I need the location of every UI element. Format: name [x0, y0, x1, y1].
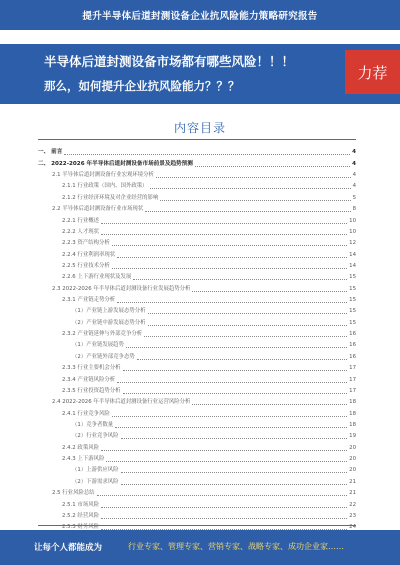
toc-entry-text: 2.1.2 行业经济环境及对企业经营的影响	[62, 194, 159, 201]
toc-entry[interactable]	[38, 215, 356, 226]
toc-entry[interactable]	[38, 317, 356, 328]
toc-entry-text: 2.2.1 行业概述	[62, 217, 99, 224]
toc-entry-page: 10	[349, 217, 356, 224]
toc-entry-page: 20	[349, 467, 356, 474]
recommend-badge: 力荐	[345, 50, 400, 94]
toc-entry-text: （2）产业链外部竞争态势	[72, 353, 135, 360]
toc-entry-text: 2.5.3 财务风险	[62, 524, 99, 531]
toc-leader-dots	[150, 188, 351, 189]
toc-entry-text: （2）行业竞争风险	[72, 433, 119, 440]
footer-bar	[0, 530, 400, 565]
toc-leader-dots	[121, 484, 348, 485]
toc-leader-dots	[195, 166, 350, 167]
toc-entry-page: 10	[349, 228, 356, 235]
toc-leader-dots	[148, 313, 348, 314]
toc-leader-dots	[112, 268, 347, 269]
toc-leader-dots	[112, 416, 347, 417]
toc-entry-text: （1）产业链发展趋势	[72, 342, 124, 349]
toc-entry-page: 18	[349, 399, 356, 406]
toc-leader-dots	[133, 279, 347, 280]
toc-leader-dots	[101, 450, 347, 451]
toc-entry[interactable]	[38, 351, 356, 362]
toc-entry[interactable]	[38, 442, 356, 453]
toc-leader-dots	[145, 211, 350, 212]
toc-leader-dots	[106, 461, 347, 462]
toc-leader-dots	[126, 347, 347, 348]
toc-entry-text: 2.4.1 行业竞争风险	[62, 410, 110, 417]
toc-entry-text: 2.3.4 产业链风险分析	[62, 376, 116, 383]
toc-entry-text: 2.1.1 行业政策（国内、国外政策）	[62, 183, 148, 190]
toc-leader-dots	[101, 223, 347, 224]
toc-entry-page: 16	[349, 342, 356, 349]
toc-entry[interactable]	[38, 420, 356, 431]
report-title: 提升半导体后道封测设备企业抗风险能力策略研究报告	[82, 11, 318, 22]
toc-leader-dots	[192, 404, 347, 405]
toc-entry-page: 18	[349, 421, 356, 428]
toc-entry[interactable]	[38, 465, 356, 476]
toc-entry[interactable]	[38, 261, 356, 272]
toc-entry-text: 2.2.6 上下游行业现状及发展	[62, 274, 132, 281]
toc-entry-text: 2.4.3 上下游风险	[62, 456, 105, 463]
toc-entry[interactable]	[38, 476, 356, 487]
table-of-contents	[38, 147, 356, 545]
toc-entry[interactable]	[38, 340, 356, 351]
toc-entry-text: 2.3.2 产业链延伸与外部竞争分析	[62, 331, 143, 338]
toc-entry[interactable]	[38, 295, 356, 306]
toc-entry[interactable]	[38, 204, 356, 215]
toc-leader-dots	[160, 200, 350, 201]
toc-entry-page: 15	[349, 308, 356, 315]
toc-entry-text: （1）产业链上游发展态势分析	[72, 308, 146, 315]
toc-entry-page: 4	[352, 160, 356, 167]
toc-leader-dots	[117, 257, 347, 258]
toc-entry-text: 2.4.2 政策风险	[62, 444, 99, 451]
toc-entry-page: 17	[349, 376, 356, 383]
toc-entry-text: 2.2.5 行业技术分析	[62, 262, 110, 269]
toc-entry-text: 2.3.3 行业主要机会分析	[62, 365, 121, 372]
toc-entry-page: 18	[349, 410, 356, 417]
toc-entry-text: 2.1 半导体后道封测设备行业宏观环境分析	[52, 172, 154, 179]
toc-entry-text: 2.5.2 经营风险	[62, 512, 99, 519]
toc-entry[interactable]	[38, 499, 356, 510]
toc-entry-page: 4	[352, 172, 356, 179]
toc-entry-page: 22	[349, 501, 356, 508]
toc-entry[interactable]	[38, 374, 356, 385]
toc-leader-dots	[64, 154, 350, 155]
toc-entry-text: （1）上游供应风险	[72, 467, 119, 474]
toc-entry-text: （2）下游需求风险	[72, 478, 119, 485]
toc-entry[interactable]	[38, 158, 356, 169]
toc-entry[interactable]	[38, 306, 356, 317]
toc-entry-page: 17	[349, 387, 356, 394]
toc-entry-page: 16	[349, 353, 356, 360]
toc-entry[interactable]	[38, 397, 356, 408]
toc-entry-page: 12	[349, 240, 356, 247]
toc-entry-page: 15	[349, 319, 356, 326]
toc-entry-text: 一、 前言	[38, 149, 63, 156]
toc-entry-page: 14	[349, 262, 356, 269]
toc-entry-page: 19	[349, 433, 356, 440]
toc-entry[interactable]	[38, 386, 356, 397]
toc-entry[interactable]	[38, 147, 356, 158]
toc-entry-page: 14	[349, 251, 356, 258]
report-header-bar	[0, 0, 400, 30]
toc-entry[interactable]	[38, 454, 356, 465]
toc-entry-page: 21	[349, 490, 356, 497]
toc-entry[interactable]	[38, 283, 356, 294]
banner-headline: 半导体后道封测设备市场都有哪些风险！！！	[44, 54, 295, 69]
toc-leader-dots	[101, 507, 347, 508]
toc-entry[interactable]	[38, 181, 356, 192]
toc-leader-dots	[121, 438, 348, 439]
toc-leader-dots	[123, 393, 348, 394]
toc-entry[interactable]	[38, 192, 356, 203]
toc-entry-page: 23	[349, 512, 356, 519]
toc-leader-dots	[148, 325, 348, 326]
toc-bottom-divider	[38, 525, 356, 526]
toc-entry[interactable]	[38, 238, 356, 249]
toc-leader-dots	[117, 302, 347, 303]
footer-slogan: 让每个人都能成为	[34, 543, 103, 553]
footer-roles: 行业专家、管理专家、营销专家、战略专家、成功企业家……	[128, 542, 344, 551]
toc-leader-dots	[123, 370, 348, 371]
toc-entry-text: （2）产业链中游发展态势分析	[72, 319, 146, 326]
toc-entry-page: 20	[349, 456, 356, 463]
toc-leader-dots	[97, 495, 348, 496]
toc-entry-page: 8	[352, 206, 356, 213]
toc-entry[interactable]	[38, 227, 356, 238]
toc-entry-text: 2.3.1 产业链走势分析	[62, 297, 116, 304]
toc-entry-page: 4	[352, 149, 356, 156]
toc-entry-text: 2.3.5 行业投资趋势分析	[62, 387, 121, 394]
toc-entry[interactable]	[38, 363, 356, 374]
toc-entry[interactable]	[38, 329, 356, 340]
toc-leader-dots	[144, 336, 347, 337]
toc-leader-dots	[156, 177, 351, 178]
toc-leader-dots	[115, 427, 347, 428]
toc-entry[interactable]	[38, 488, 356, 499]
toc-entry-page: 24	[349, 524, 356, 531]
toc-divider	[38, 139, 356, 140]
toc-entry-page: 5	[352, 194, 356, 201]
toc-entry[interactable]	[38, 511, 356, 522]
toc-entry-text: 2.2 半导体后道封测设备行业市场现状	[52, 206, 144, 213]
toc-entry[interactable]	[38, 272, 356, 283]
toc-entry[interactable]	[38, 431, 356, 442]
toc-entry-text: 二、 2022-2026 年半导体后道封测设备市场前景及趋势预测	[38, 160, 193, 167]
toc-leader-dots	[101, 518, 347, 519]
toc-entry-page: 21	[349, 478, 356, 485]
toc-entry-text: 2.4 2022-2026 年半导体后道封测设备行业运营风险分析	[52, 399, 191, 406]
toc-entry[interactable]	[38, 249, 356, 260]
toc-entry-text: 2.5 行业风险总结	[52, 490, 95, 497]
toc-entry-text: （1）竞争者数量	[72, 421, 114, 428]
toc-entry-page: 20	[349, 444, 356, 451]
banner-subheadline: 那么，如何提升企业抗风险能力？？？	[44, 79, 240, 93]
toc-entry[interactable]	[38, 408, 356, 419]
toc-leader-dots	[117, 382, 347, 383]
toc-entry-page: 16	[349, 331, 356, 338]
toc-leader-dots	[101, 234, 347, 235]
toc-entry-page: 4	[352, 183, 356, 190]
toc-entry-text: 2.3 2022-2026 年半导体后道封测设备行业发展趋势分析	[52, 285, 191, 292]
toc-leader-dots	[121, 472, 348, 473]
toc-entry[interactable]	[38, 170, 356, 181]
toc-entry-text: 2.2.4 行业利润率现状	[62, 251, 116, 258]
toc-leader-dots	[137, 359, 347, 360]
toc-leader-dots	[112, 245, 347, 246]
toc-entry-text: 2.5.1 市场风险	[62, 501, 99, 508]
toc-entry-text: 2.2.2 人才现状	[62, 228, 99, 235]
toc-entry-page: 15	[349, 274, 356, 281]
toc-entry-text: 2.2.3 资产结构分析	[62, 240, 110, 247]
toc-entry-page: 15	[349, 285, 356, 292]
toc-entry-page: 15	[349, 297, 356, 304]
toc-entry-page: 17	[349, 365, 356, 372]
toc-leader-dots	[192, 291, 347, 292]
question-banner	[0, 44, 400, 104]
toc-title: 内容目录	[173, 121, 226, 135]
